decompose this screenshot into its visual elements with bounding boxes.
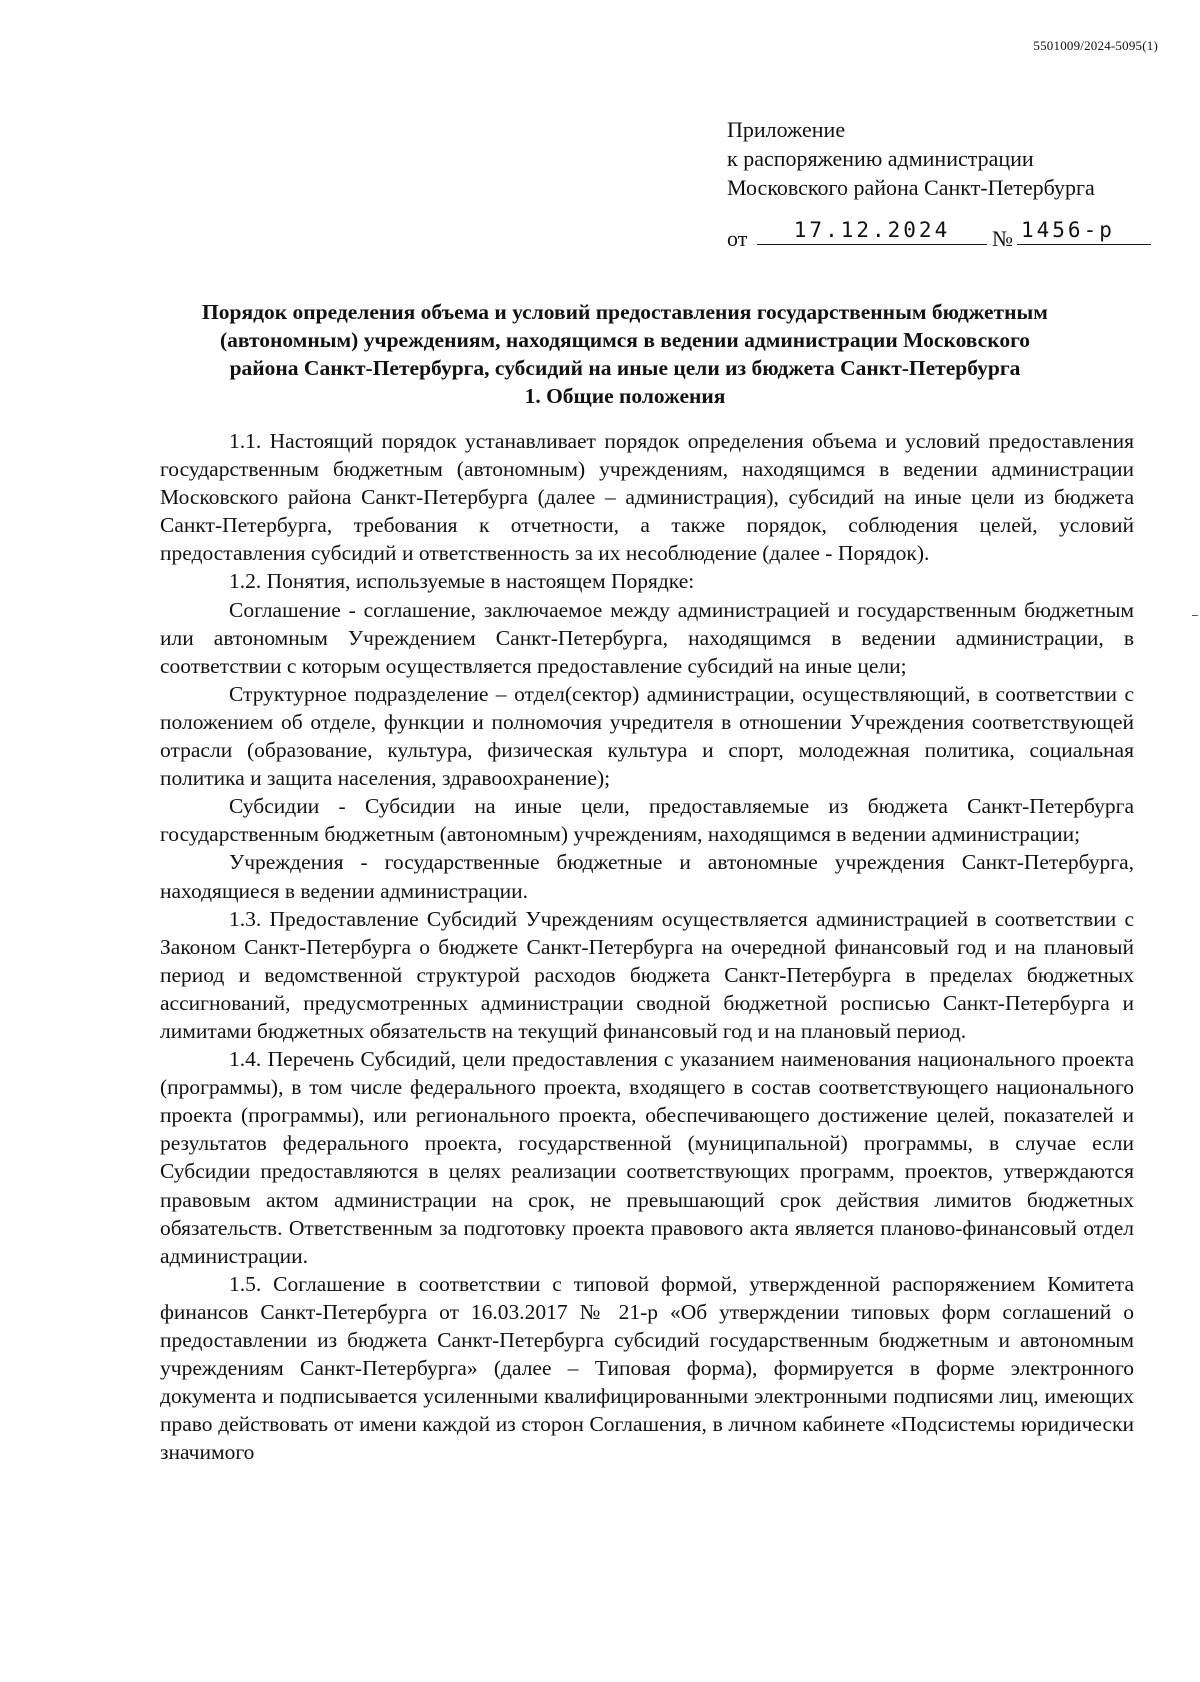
title-line: района Санкт-Петербурга, субсидий на иные цели из бюджета Санкт-Петербурга bbox=[229, 356, 1021, 380]
order-date: 17.12.2024 bbox=[757, 218, 987, 245]
number-label: № bbox=[992, 226, 1013, 251]
definition-institutions: Учреждения - государственные бюджетные и автономные учреждения Санкт-Петербурга, находящиеся в ведении администрации. bbox=[160, 850, 1134, 903]
paragraph-1-5: 1.5. Соглашение в соответствии с типовой формой, утвержденной распоряжением Комитета финансов Санкт-Петербурга от 16.03.2017 № 21-р «Об утверждении типовых форм соглашений о предоставлении из бюджета Санкт-Петербурга субсидий государственным бюджетным и автономным учреждениям Санкт-Петербурга» (далее – Типовая форма), формируется в форме электронного документа и подписывается усиленными квалифицированными электронными подписями лиц, имеющих право действовать от имени каждой из сторон Соглашения, в личном кабинете «Подсистемы юридически значимого bbox=[160, 1271, 1134, 1465]
paragraph-1-4: 1.4. Перечень Субсидий, цели предоставления с указанием наименования национального проекта (программы), в том числе федерального проекта, входящего в состав соответствующего национального проекта (программы), или регионального проекта, обеспечивающего достижение целей, показателей и результатов федерального проекта, государственной (муниципальной) программы, в случае если Субсидии предоставляются в целях реализации соответствующих программ, проектов, утверждаются правовым актом администрации на срок, не превышающий срок действия лимитов бюджетных обязательств. Ответственным за подготовку проекта правового акта является планово-финансовый отдел администрации. bbox=[160, 1047, 1134, 1268]
definition-agreement: Соглашение - соглашение, заключаемое между администрацией и государственным бюджетным или автономным Учреждением Санкт-Петербурга, находящимся в ведении администрации, в соответствии с которым осуществляется предоставление субсидий на иные цели; bbox=[160, 597, 1134, 678]
title-line: (автономным) учреждениям, находящимся в ведении администрации Московского bbox=[219, 328, 1031, 352]
definition-subsidies: Субсидии - Субсидии на иные цели, предоставляемые из бюджета Санкт-Петербурга государственным бюджетным (автономным) учреждениям, находящимся в ведении администрации; bbox=[160, 794, 1134, 847]
definition-structural-unit: Структурное подразделение – отдел(сектор) администрации, осуществляющий, в соответствии с положением об отделе, функции и полномочия учредителя в отношении Учреждения соответствующей отрасли (образование, культура, физическая культура и спорт, молодежная политика, социальная политика и защита населения, здравоохранение); bbox=[160, 681, 1134, 791]
paragraph-1-3: 1.3. Предоставление Субсидий Учреждениям осуществляется администрацией в соответствии с Законом Санкт-Петербурга о бюджете Санкт-Петербурга на очередной финансовый год и на плановый период и ведомственной структурой расходов бюджета Санкт-Петербурга в пределах бюджетных ассигнований, предусмотренных администрации сводной бюджетной росписью Санкт-Петербурга и лимитами бюджетных обязательств на текущий финансовый год и на плановый период. bbox=[160, 906, 1134, 1043]
appendix-line: к распоряжению администрации bbox=[727, 146, 1034, 171]
document-number: 5501009/2024-5095(1) bbox=[1033, 38, 1158, 53]
document-body bbox=[160, 427, 1134, 1466]
date-number-line bbox=[727, 218, 1147, 250]
document-title bbox=[150, 298, 1100, 410]
appendix-line: Московского района Санкт-Петербурга bbox=[727, 175, 1095, 200]
appendix-line: Приложение bbox=[727, 117, 846, 142]
appendix-block bbox=[727, 115, 1095, 202]
section-heading: 1. Общие положения bbox=[524, 384, 726, 408]
paragraph-1-1: 1.1. Настоящий порядок устанавливает порядок определения объема и условий предоставления государственным бюджетным (автономным) учреждениям, находящимся в ведении администрации Московского района Санкт-Петербурга (далее – администрация), субсидий на иные цели из бюджета Санкт-Петербурга, требования к отчетности, а также порядок, соблюдения целей, условий предоставления субсидий и ответственность за их несоблюдение (далее - Порядок). bbox=[160, 429, 1134, 566]
order-number: 1456-р bbox=[1017, 218, 1151, 245]
from-label: от bbox=[727, 226, 748, 251]
paragraph-1-2: 1.2. Понятия, используемые в настоящем Порядке: bbox=[229, 569, 695, 594]
title-line: Порядок определения объема и условий предоставления государственным бюджетным bbox=[202, 300, 1048, 324]
margin-mark bbox=[1192, 615, 1198, 616]
